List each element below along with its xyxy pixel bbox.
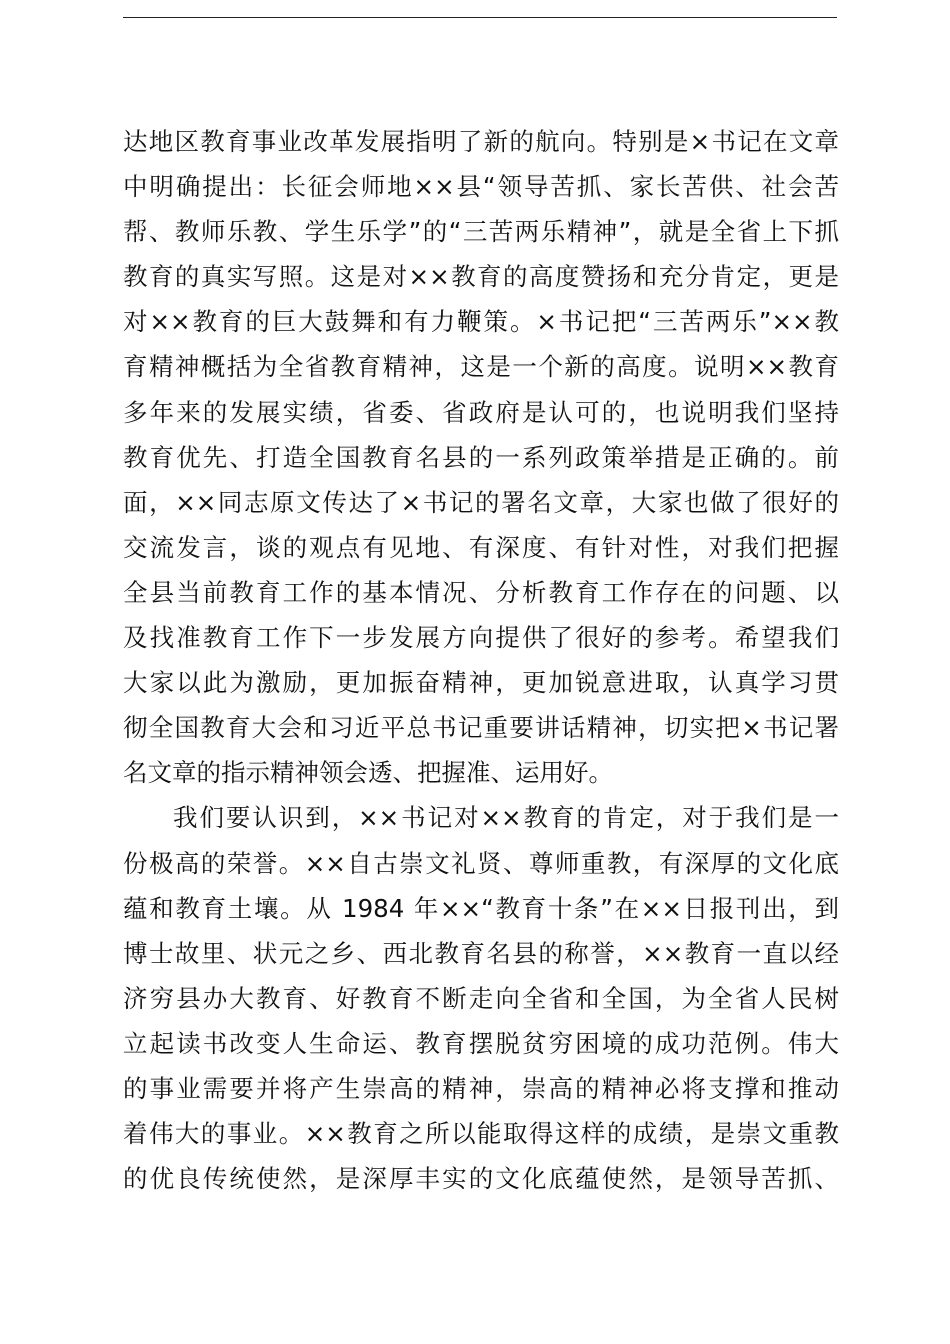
text-line: 教育的真实写照。这是对××教育的高度赞扬和充分肯定，更是 xyxy=(123,262,839,292)
header-rule xyxy=(123,17,837,18)
text-line: 大家以此为激励，更加振奋精神，更加锐意进取，认真学习贯 xyxy=(123,668,839,698)
text-line: 份极高的荣誉。××自古崇文礼贤、尊师重教，有深厚的文化底 xyxy=(123,848,839,878)
text-line: 帮、教师乐教、学生乐学”的“三苦两乐精神”，就是全省上下抓 xyxy=(123,217,839,247)
text-line: 名文章的指示精神领会透、把握准、运用好。 xyxy=(123,758,613,788)
text-line: 面，××同志原文传达了×书记的署名文章，大家也做了很好的 xyxy=(123,487,839,517)
text-line: 立起读书改变人生命运、教育摆脱贫穷困境的成功范例。伟大 xyxy=(123,1028,839,1058)
text-line: 教育优先、打造全国教育名县的一系列政策举措是正确的。前 xyxy=(123,442,839,472)
text-line: 育精神概括为全省教育精神，这是一个新的高度。说明××教育 xyxy=(123,352,839,382)
document-body xyxy=(123,119,839,1201)
text-line: 及找准教育工作下一步发展方向提供了很好的参考。希望我们 xyxy=(123,623,839,653)
text-line: 多年来的发展实绩，省委、省政府是认可的，也说明我们坚持 xyxy=(123,397,839,427)
text-line: 中明确提出：长征会师地××县“领导苦抓、家长苦供、社会苦 xyxy=(123,172,839,202)
text-line-paragraph-start: 我们要认识到，××书记对××教育的肯定，对于我们是一 xyxy=(173,803,839,833)
text-line: 济穷县办大教育、好教育不断走向全省和全国，为全省人民树 xyxy=(123,983,839,1013)
text-line: 交流发言，谈的观点有见地、有深度、有针对性，对我们把握 xyxy=(123,532,839,562)
text-line: 博士故里、状元之乡、西北教育名县的称誉，××教育一直以经 xyxy=(123,938,839,968)
text-line: 蕴和教育土壤。从 1984 年××“教育十条”在××日报刊出，到 xyxy=(123,893,839,923)
text-line: 的事业需要并将产生崇高的精神，崇高的精神必将支撑和推动 xyxy=(123,1073,839,1103)
text-line: 着伟大的事业。××教育之所以能取得这样的成绩，是崇文重教 xyxy=(123,1119,839,1149)
text-line: 对××教育的巨大鼓舞和有力鞭策。×书记把“三苦两乐”××教 xyxy=(123,307,839,337)
text-line: 彻全国教育大会和习近平总书记重要讲话精神，切实把×书记署 xyxy=(123,713,839,743)
text-line: 全县当前教育工作的基本情况、分析教育工作存在的问题、以 xyxy=(123,577,839,607)
text-line: 的优良传统使然，是深厚丰实的文化底蕴使然，是领导苦抓、 xyxy=(123,1164,839,1194)
text-line: 达地区教育事业改革发展指明了新的航向。特别是×书记在文章 xyxy=(123,127,839,156)
